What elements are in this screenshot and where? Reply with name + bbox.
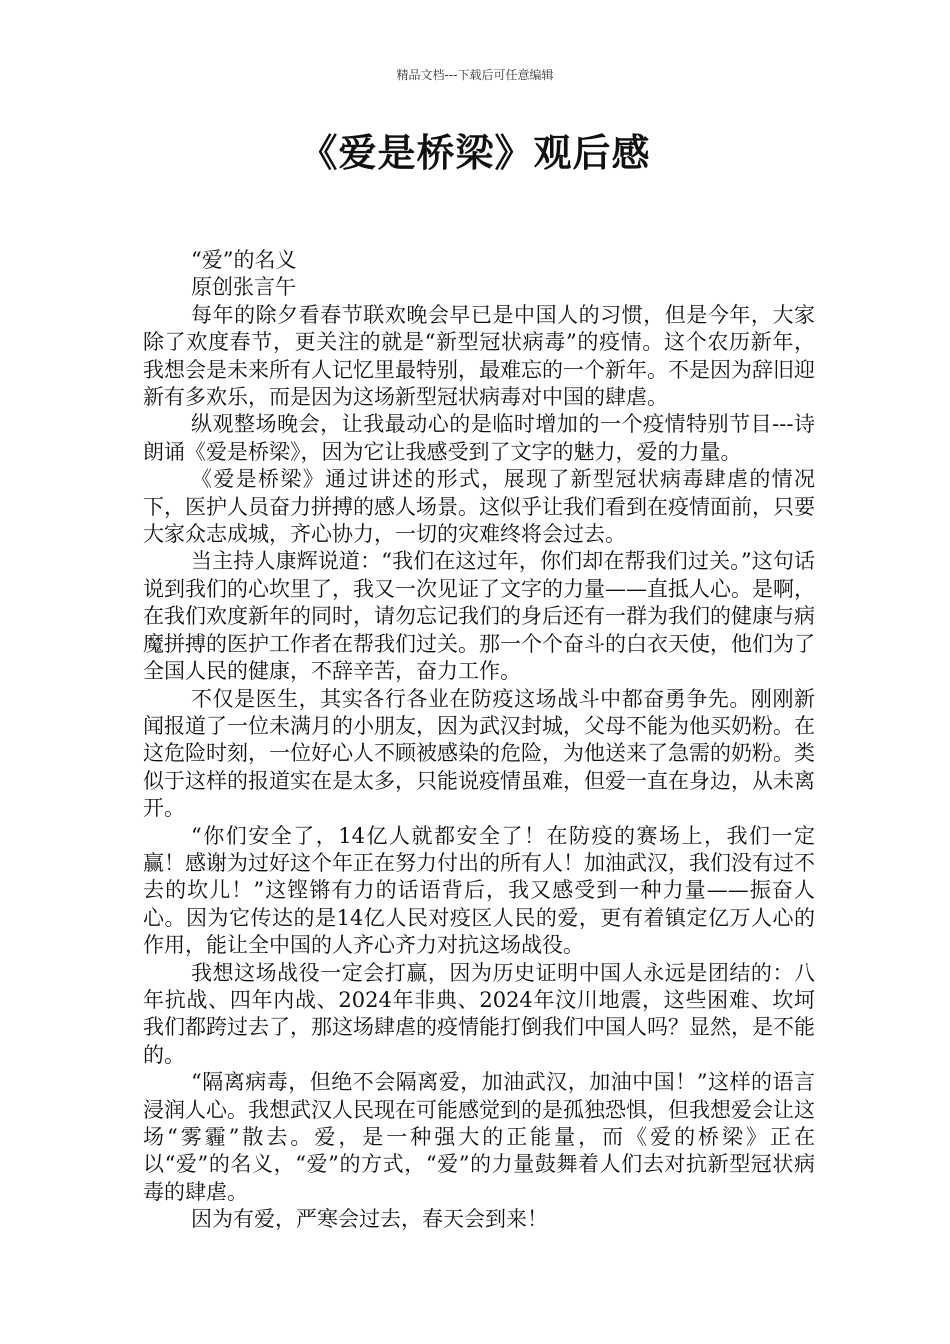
paragraph-closing: 因为有爱，严寒会过去，春天会到来！	[191, 1207, 548, 1232]
paragraph: 我想这场战役一定会打赢，因为历史证明中国人永远是团结的：八年抗战、四年内战、2024年非典、2024年汶川地震，这些困难、坎坷我们都跨过去了，那这场肆虐的疫情能打倒我们中国人吗？显然，是不能的。	[143, 960, 815, 1067]
paragraph-author: 原创张言午	[191, 275, 296, 300]
paragraph-heading: “爱”的名义	[191, 248, 297, 272]
document-title: 《爱是桥梁》观后感	[299, 131, 651, 175]
header-note: 精品文档---下载后可任意编辑	[396, 68, 554, 82]
article-body	[143, 247, 815, 1234]
paragraph: 当主持人康辉说道：“我们在这过年，你们却在帮我们过关。”这句话说到我们的心坎里了，我又一次见证了文字的力量——直抵人心。是啊，在我们欢度新年的同时，请勿忘记我们的身后还有一群为我们的健康与病魔拼搏的医护工作者在帮我们过关。那一个个奋斗的白衣天使，他们为了全国人民的健康，不辞辛苦，奋力工作。	[143, 549, 815, 684]
paragraph: “隔离病毒，但绝不会隔离爱，加油武汉，加油中国！”这样的语言浸润人心。我想武汉人民现在可能感觉到的是孤独恐惧，但我想爱会让这场“雾霾”散去。爱，是一种强大的正能量，而《爱的桥梁》正在以“爱”的名义，“爱”的方式，“爱”的力量鼓舞着人们去对抗新型冠状病毒的肆虐。	[143, 1070, 815, 1204]
paragraph: 《爱是桥梁》通过讲述的形式，展现了新型冠状病毒肆虐的情况下，医护人员奋力拼搏的感人场景。这似乎让我们看到在疫情面前，只要大家众志成城，齐心协力，一切的灾难终将会过去。	[143, 467, 815, 547]
paragraph: 不仅是医生，其实各行各业在防疫这场战斗中都奋勇争先。刚刚新闻报道了一位未满月的小朋友，因为武汉封城，父母不能为他买奶粉。在这危险时刻，一位好心人不顾被感染的危险，为他送来了急需的奶粉。类似于这样的报道实在是太多，只能说疫情虽难，但爱一直在身边，从未离开。	[143, 686, 815, 821]
paragraph: 每年的除夕看春节联欢晚会早已是中国人的习惯，但是今年，大家除了欢度春节，更关注的就是“新型冠状病毒”的疫情。这个农历新年，我想会是未来所有人记忆里最特别，最难忘的一个新年。不是因为辞旧迎新有多欢乐，而是因为这场新型冠状病毒对中国的肆虐。	[143, 302, 815, 410]
paragraph: “你们安全了，14亿人就都安全了！在防疫的赛场上，我们一定赢！感谢为过好这个年正在努力付出的所有人！加油武汉，我们没有过不去的坎儿！”这铿锵有力的话语背后，我又感受到一种力量——振奋人心。因为它传达的是14亿人民对疫区人民的爱，更有着镇定亿万人心的作用，能让全中国的人齐心齐力对抗这场战役。	[143, 823, 815, 958]
paragraph: 纵观整场晚会，让我最动心的是临时增加的一个疫情特别节目---诗朗诵《爱是桥梁》，因为它让我感受到了文字的魅力，爱的力量。	[143, 412, 815, 464]
